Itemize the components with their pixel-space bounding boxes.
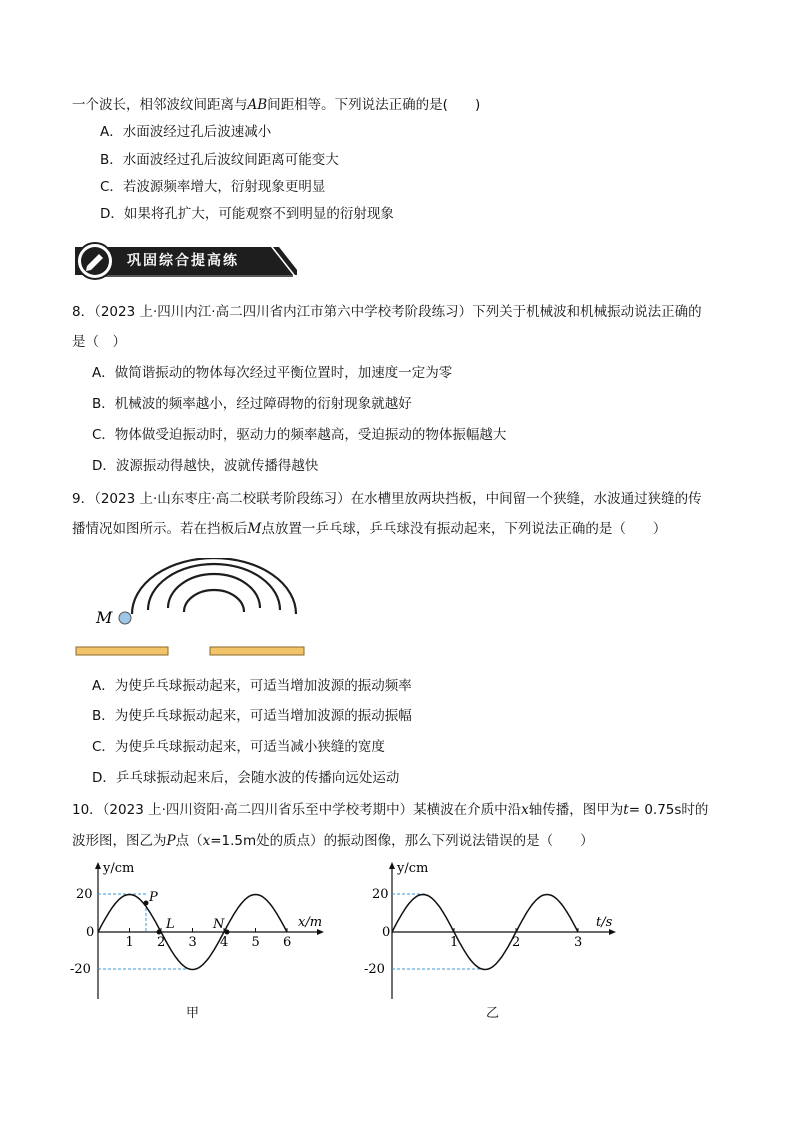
q8-option-d: D．波源振动得越快，波就传播得越快 — [92, 458, 319, 474]
q7-option-b: B．水面波经过孔后波纹间距离可能变大 — [100, 152, 339, 168]
q8-option-b: B．机械波的频率越小，经过障碍物的衍射现象就越好 — [92, 396, 412, 412]
q8-option-a: A．做简谐振动的物体每次经过平衡位置时，加速度一定为零 — [92, 365, 453, 381]
q7-stem: 一个波长，相邻波纹间距离与AB间距相等。下列说法正确的是( ) — [72, 97, 481, 113]
point-m-label: M — [96, 608, 113, 627]
point-p — [144, 901, 149, 906]
q9-option-b: B．为使乒乓球振动起来，可适当增加波源的振动振幅 — [92, 708, 412, 724]
q8-stem-line2: 是（ ） — [72, 334, 126, 350]
t-tick-2: 2 — [512, 935, 521, 950]
slit-diffraction-figure — [70, 558, 320, 663]
y-tick-0: 0 — [382, 925, 391, 940]
y-tick-20: 20 — [76, 887, 93, 902]
y-tick-minus20: -20 — [70, 962, 91, 977]
q8-stem-line1: 8．（2023 上·四川内江·高二四川省内江市第六中学校考阶段练习）下列关于机械波和机械振动说法正确的 — [72, 304, 702, 320]
y-axis-label: y/cm — [397, 861, 429, 876]
left-plate — [76, 647, 168, 655]
x-tick-5: 5 — [251, 935, 260, 950]
x-tick-1: 1 — [125, 935, 134, 950]
point-l-label: L — [166, 917, 175, 932]
t-tick-1: 1 — [450, 935, 459, 950]
t-axis-label: t/s — [596, 915, 613, 930]
y-tick-minus20: -20 — [364, 962, 385, 977]
y-tick-20: 20 — [372, 887, 389, 902]
graph-jia-caption: 甲 — [186, 1006, 200, 1021]
q9-stem-line2: 播情况如图所示。若在挡板后M点放置一乒乓球，乒乓球没有振动起来，下列说法正确的是（ ） — [72, 521, 667, 537]
q9-option-c: C．为使乒乓球振动起来，可适当减小狭缝的宽度 — [92, 739, 385, 755]
q9-stem-line1: 9．（2023 上·山东枣庄·高二校联考阶段练习）在水槽里放两块挡板，中间留一个狭缝，水波通过狭缝的传 — [72, 491, 702, 507]
ping-pong-ball — [119, 612, 131, 624]
point-l — [157, 930, 162, 935]
q7-option-a: A．水面波经过孔后波速减小 — [100, 124, 272, 140]
wave-graph-jia — [70, 856, 330, 1026]
q10-stem-line2: 波形图，图乙为P点（x=1.5m处的质点）的振动图像，那么下列说法错误的是（ ） — [72, 833, 594, 849]
q8-option-c: C．物体做受迫振动时，驱动力的频率越高，受迫振动的物体振幅越大 — [92, 427, 507, 443]
right-plate — [210, 647, 304, 655]
x-tick-3: 3 — [188, 935, 197, 950]
section-title: 巩固综合提高练 — [127, 253, 239, 269]
point-p-label: P — [149, 890, 158, 905]
vibration-graph-yi — [360, 856, 620, 1026]
x-tick-4: 4 — [220, 935, 229, 950]
pencil-ruler-icon — [77, 243, 113, 279]
section-banner — [75, 241, 297, 281]
x-tick-6: 6 — [283, 935, 292, 950]
wave-arcs — [132, 558, 296, 614]
q9-option-d: D．乒乓球振动起来后，会随水波的传播向远处运动 — [92, 770, 400, 786]
q7-option-c: C．若波源频率增大，衍射现象更明显 — [100, 179, 326, 195]
y-tick-0: 0 — [86, 925, 95, 940]
point-n — [225, 930, 230, 935]
point-n-label: N — [213, 917, 225, 932]
graph-yi-caption: 乙 — [486, 1006, 500, 1021]
t-tick-3: 3 — [574, 935, 583, 950]
q7-option-d: D．如果将孔扩大，可能观察不到明显的衍射现象 — [100, 206, 394, 222]
q9-option-a: A．为使乒乓球振动起来，可适当增加波源的振动频率 — [92, 678, 412, 694]
x-axis-label: x/m — [298, 915, 323, 930]
y-axis-label: y/cm — [103, 861, 135, 876]
q10-stem-line1: 10．（2023 上·四川资阳·高二四川省乐至中学校考期中）某横波在介质中沿x轴传播，图甲为t= 0.75s时的 — [72, 802, 709, 818]
x-tick-2: 2 — [157, 935, 166, 950]
